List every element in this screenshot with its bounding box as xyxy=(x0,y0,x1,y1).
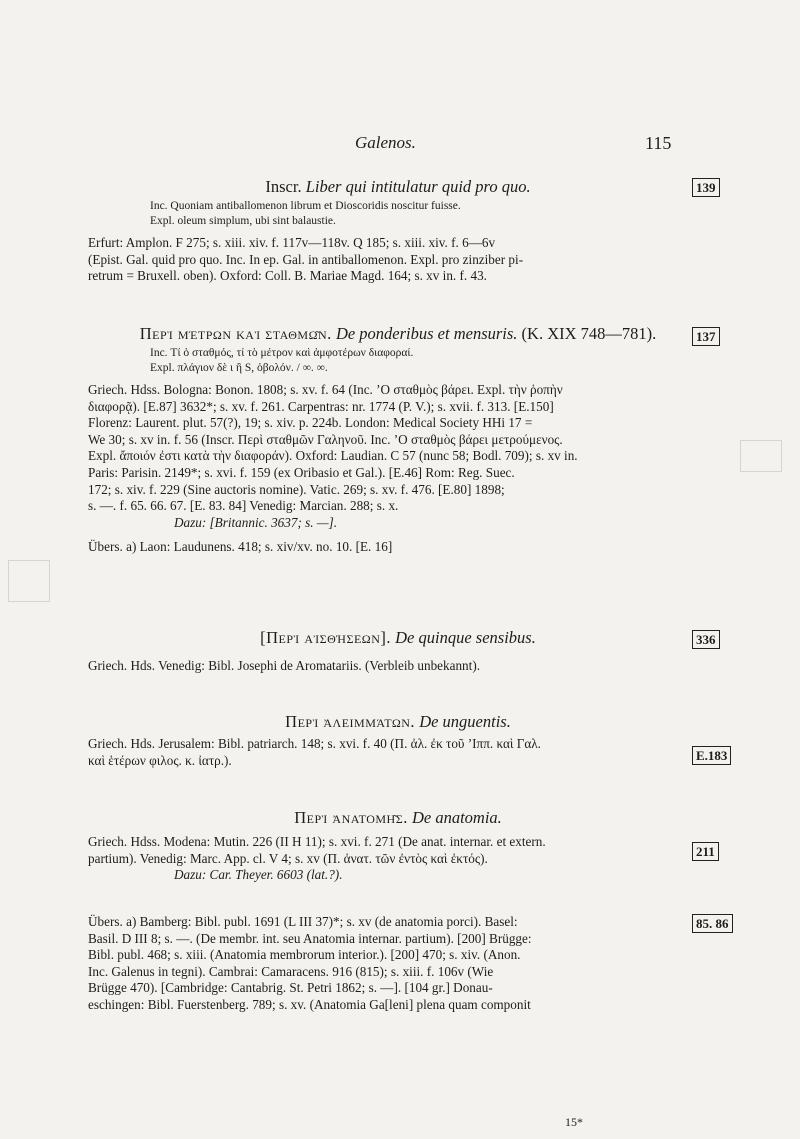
body-line: Griech. Hds. Jerusalem: Bibl. patriarch. 148; s. xvi. f. 40 (Π. ἀλ. ἐκ τοῦ ʼΙππ. καὶ Γαλ. xyxy=(88,736,541,751)
entry-title: Περὶ μέτρων καὶ σταθμῶν. De ponderibus et mensuris. (K. XIX 748—781). xyxy=(139,324,657,343)
entry-number-box: 85. 86 xyxy=(692,914,733,933)
entry-anatomes xyxy=(88,808,708,884)
entry-number-box: 211 xyxy=(692,842,719,861)
body-line: Florenz: Laurent. plut. 57(?), 19; s. xiv. p. 224b. London: Medical Society HHi 17 = xyxy=(88,415,533,431)
bleed-through-left xyxy=(8,560,50,602)
running-title: Galenos. xyxy=(355,133,416,152)
running-head xyxy=(0,133,800,157)
dazu-line: Dazu: [Britannic. 3637; s. —]. xyxy=(174,514,338,530)
body-line: eschingen: Bibl. Fuerstenberg. 789; s. xv. (Anatomia Ga[leni] plena quam componit xyxy=(88,996,531,1012)
dazu-line: Dazu: Car. Theyer. 6603 (lat.?). xyxy=(174,867,343,883)
entry-liber xyxy=(88,177,708,285)
body-line: Brügge 470). [Cambridge: Cantabrig. St. Petri 1862; s. —]. [104 gr.] Donau- xyxy=(88,980,493,996)
entry-title: Inscr. Liber qui intitulatur quid pro quo. xyxy=(265,177,531,196)
entry-number-box: 139 xyxy=(692,178,720,197)
entry-number-box: E.183 xyxy=(692,746,731,765)
body-line: partium). Venedig: Marc. App. cl. V 4; s. xv (Π. ἀνατ. τῶν ἐντὸς καὶ ἐκτός). xyxy=(88,850,488,866)
entry-aleimmaton xyxy=(88,712,708,769)
manuscript-list xyxy=(88,382,708,531)
body-line: (Epist. Gal. quid pro quo. Inc. In ep. Gal. in antiballomenon. Expl. pro zinziber pi- xyxy=(88,251,524,267)
body-line: Erfurt: Amplon. F 275; s. xiii. xiv. f. 117v—118v. Q 185; s. xiii. xiv. f. 6—6v xyxy=(88,235,496,250)
entry-number-box: 137 xyxy=(692,327,720,346)
body-line: Expl. ἄποιόν ἐστι κατὰ τὴν διαφοράν). Oxford: Laudian. C 57 (nunc 58; Bodl. 709); s. xv in. xyxy=(88,448,578,464)
signature-mark: 15* xyxy=(565,1115,583,1129)
body-line: Inc. Galenus in tegni). Cambrai: Camaracens. 916 (815); s. xiii. f. 106v (Wie xyxy=(88,963,494,979)
body-line: καὶ ἑτέρων φιλος. κ. ἰατρ.). xyxy=(88,752,232,768)
entry-number-box: 336 xyxy=(692,630,720,649)
explicit: Expl. oleum simplum, ubi sint balaustie. xyxy=(150,215,336,227)
body-line: Griech. Hdss. Modena: Mutin. 226 (II H 11); s. xvi. f. 271 (De anat. internar. et extern. xyxy=(88,834,546,849)
body-line: Bibl. publ. 468; s. xiii. (Anatomia membrorum interior.). [200] 470; s. xiv. (Anon. xyxy=(88,947,521,963)
body-line: Griech. Hds. Venedig: Bibl. Josephi de Aromatariis. (Verbleib unbekannt). xyxy=(88,658,481,673)
page-number: 115 xyxy=(645,133,672,153)
body-line: Griech. Hdss. Bologna: Bonon. 1808; s. xv. f. 64 (Inc. ʼΟ σταθμὸς βάρει. Expl. τὴν ῥοπὴν xyxy=(88,382,563,397)
incipit: Inc. Quoniam antiballomenon librum et Dioscoridis noscitur fuisse. xyxy=(150,200,461,212)
body-line: s. —. f. 65. 66. 67. [E. 83. 84] Venedig: Marcian. 288; s. x. xyxy=(88,498,399,514)
body-line: retrum = Bruxell. oben). Oxford: Coll. B. Mariae Magd. 164; s. xv in. f. 43. xyxy=(88,268,487,284)
body-line: Übers. a) Bamberg: Bibl. publ. 1691 (L III 37)*; s. xv (de anatomia porci). Basel: xyxy=(88,914,518,929)
uebers-line: Übers. a) Laon: Laudunens. 418; s. xiv/xv. no. 10. [E. 16] xyxy=(88,539,393,555)
entry-title: Περὶ ἀνατομῆς. De anatomia. xyxy=(294,808,502,827)
entry-metron xyxy=(88,324,708,556)
body-line: διαφορᾷ). [E.87] 3632*; s. xv. f. 261. Carpentras: nr. 1774 (P. V.); s. xvii. f. 313. [E.150] xyxy=(88,398,554,414)
entry-uebers xyxy=(88,914,708,1014)
incipit: Inc. Τί ὁ σταθμός, τί τὸ μέτρον καὶ ἀμφοτέρων διαφοραί. xyxy=(150,347,414,359)
entry-aistheseon xyxy=(88,628,708,675)
bleed-through-right xyxy=(740,440,782,472)
entry-title: Περὶ ἀλειμμάτων. De unguentis. xyxy=(285,712,511,731)
body-line: Paris: Parisin. 2149*; s. xvi. f. 159 (ex Oribasio et Gal.). [E.46] Rom: Reg. Suec. xyxy=(88,464,515,480)
body-line: 172; s. xiv. f. 229 (Sine auctoris nomine). Vatic. 269; s. xv. f. 476. [E.80] 1898; xyxy=(88,481,505,497)
body-line: We 30; s. xv in. f. 56 (Inscr. Περὶ σταθμῶν Γαληνοῦ. Inc. ʼΟ σταθμὸς βάρει μετρούμενος. xyxy=(88,431,563,447)
body-line: Basil. D III 8; s. —. (De membr. int. seu Anatomia internar. partium). [200] Brügge: xyxy=(88,930,532,946)
explicit: Expl. πλάγιον δὲ ι ἢ S, ὀβολόν. / ∞. ∞. xyxy=(150,362,328,374)
entry-title: [Περὶ αἰσθήσεων]. De quinque sensibus. xyxy=(260,628,536,647)
